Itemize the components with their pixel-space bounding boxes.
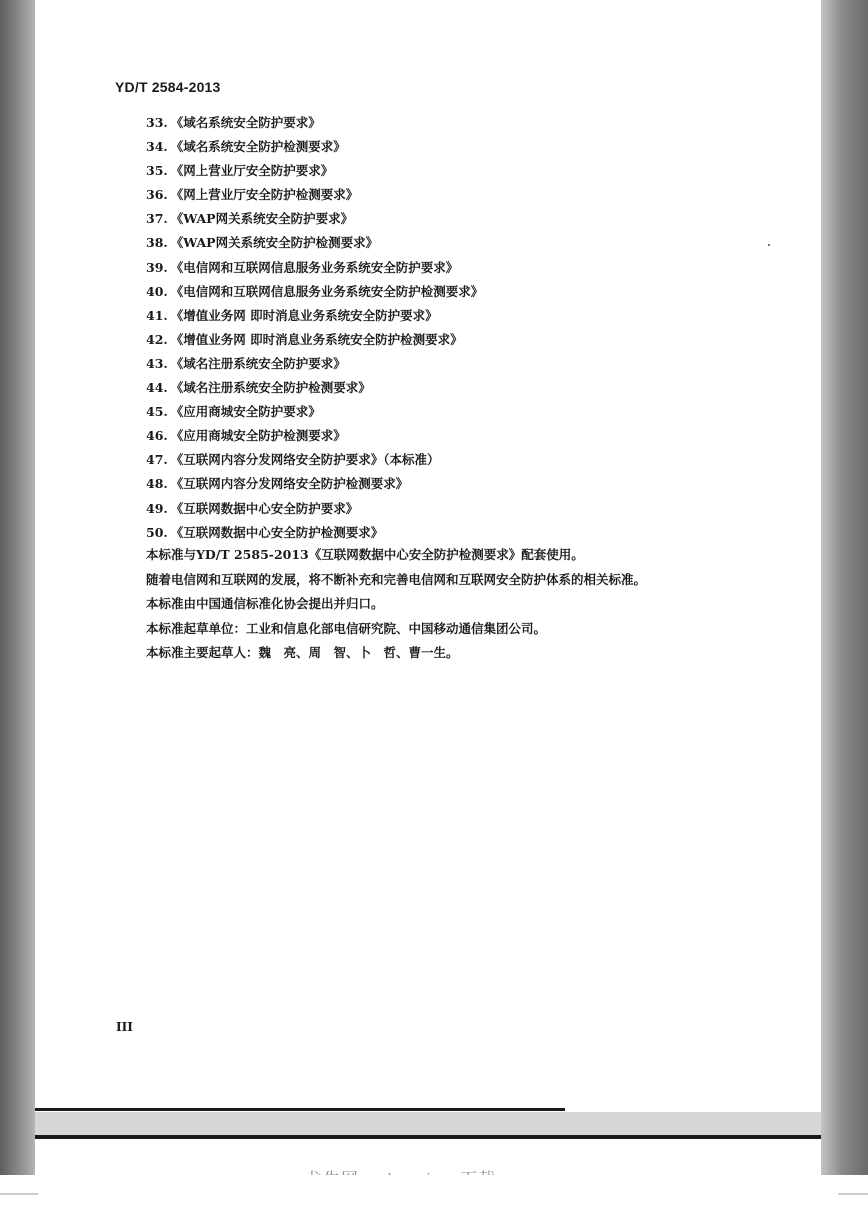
list-item-number: 49. <box>146 500 168 516</box>
list-item-number: 36. <box>146 187 168 203</box>
list-item-title: 《应用商城安全防护检测要求》 <box>170 428 346 444</box>
list-item-number: 47. <box>146 452 168 468</box>
list-item-number: 37. <box>146 211 168 227</box>
bottom-margin <box>0 1175 868 1215</box>
list-item <box>146 135 483 159</box>
list-item <box>146 256 483 280</box>
list-item-title: 《域名注册系统安全防护检测要求》 <box>170 380 371 396</box>
list-item-number: 44. <box>146 380 168 396</box>
list-item <box>146 400 483 424</box>
list-item <box>146 280 483 304</box>
list-item <box>146 111 483 135</box>
list-item-title: 《WAP网关系统安全防护检测要求》 <box>170 235 379 251</box>
list-item-number: 35. <box>146 163 168 179</box>
list-item-number: 48. <box>146 476 168 492</box>
scan-mark-right <box>838 1193 868 1195</box>
list-item-title: 《互联网数据中心安全防护要求》 <box>170 500 359 516</box>
list-item <box>146 424 483 448</box>
list-item <box>146 183 483 207</box>
scan-border-right <box>821 0 868 1175</box>
scan-speck <box>768 244 770 246</box>
list-item-title: 《域名注册系统安全防护要求》 <box>170 355 346 371</box>
page-gap <box>35 1112 821 1135</box>
foreword-paragraphs <box>146 543 646 666</box>
list-item-title: 《域名系统安全防护检测要求》 <box>170 139 346 155</box>
paragraph-future-standards: 随着电信网和互联网的发展，将不断补充和完善电信网和互联网安全防护体系的相关标准。 <box>146 571 647 587</box>
page-bottom-rule <box>35 1108 565 1111</box>
list-item-number: 45. <box>146 404 168 420</box>
list-item-number: 38. <box>146 235 168 251</box>
list-item-number: 50. <box>146 524 168 540</box>
document-page <box>35 0 821 1112</box>
scan-border-left <box>0 0 35 1175</box>
list-item-title: 《WAP网关系统安全防护要求》 <box>170 211 354 227</box>
list-item-title: 《增值业务网 即时消息业务系统安全防护要求》 <box>170 307 438 323</box>
list-item <box>146 352 483 376</box>
list-item <box>146 159 483 183</box>
page-number: III <box>116 1020 133 1034</box>
list-item <box>146 472 483 496</box>
list-item <box>146 328 483 352</box>
list-item-title: 《网上营业厅安全防护要求》 <box>170 163 334 179</box>
scan-mark-left <box>0 1193 38 1195</box>
list-item-number: 41. <box>146 307 168 323</box>
paragraph-proposer: 本标准由中国通信标准化协会提出并归口。 <box>146 596 384 611</box>
paragraph-companion-standard: 本标准与YD/T 2585-2013《互联网数据中心安全防护检测要求》配套使用。 <box>146 547 584 562</box>
list-item-number: 46. <box>146 428 168 444</box>
list-item-number: 34. <box>146 139 168 155</box>
list-item-title: 《互联网数据中心安全防护检测要求》 <box>170 524 384 540</box>
list-item-title: 《网上营业厅安全防护检测要求》 <box>170 187 359 203</box>
list-item-title: 《互联网内容分发网络安全防护检测要求》 <box>170 476 409 492</box>
list-item <box>146 207 483 231</box>
paragraph-drafters: 本标准主要起草人：魏 亮、周 智、卜 哲、曹一生。 <box>146 645 459 660</box>
paragraph-drafting-units: 本标准起草单位：工业和信息化部电信研究院、中国移动通信集团公司。 <box>146 620 547 636</box>
list-item-title: 《应用商城安全防护要求》 <box>170 404 321 420</box>
list-item-number: 33. <box>146 115 168 130</box>
list-item <box>146 376 483 400</box>
list-item <box>146 497 483 521</box>
next-page-edge <box>35 1135 821 1175</box>
standards-list <box>146 111 483 545</box>
list-item-number: 43. <box>146 355 168 371</box>
list-item <box>146 448 483 472</box>
list-item <box>146 231 483 255</box>
list-item-number: 40. <box>146 283 168 299</box>
list-item-title: 《电信网和互联网信息服务业务系统安全防护检测要求》 <box>170 283 484 299</box>
list-item-title: 《电信网和互联网信息服务业务系统安全防护要求》 <box>170 259 459 275</box>
standard-code-header: YD/T 2584-2013 <box>115 79 221 95</box>
list-item <box>146 304 483 328</box>
list-item-number: 39. <box>146 259 168 275</box>
list-item-number: 42. <box>146 331 168 347</box>
list-item-title: 《增值业务网 即时消息业务系统安全防护检测要求》 <box>170 331 463 347</box>
list-item-title: 《互联网内容分发网络安全防护要求》（本标准） <box>170 452 440 468</box>
list-item-title: 《域名系统安全防护要求》 <box>170 115 321 130</box>
list-item <box>146 521 483 545</box>
